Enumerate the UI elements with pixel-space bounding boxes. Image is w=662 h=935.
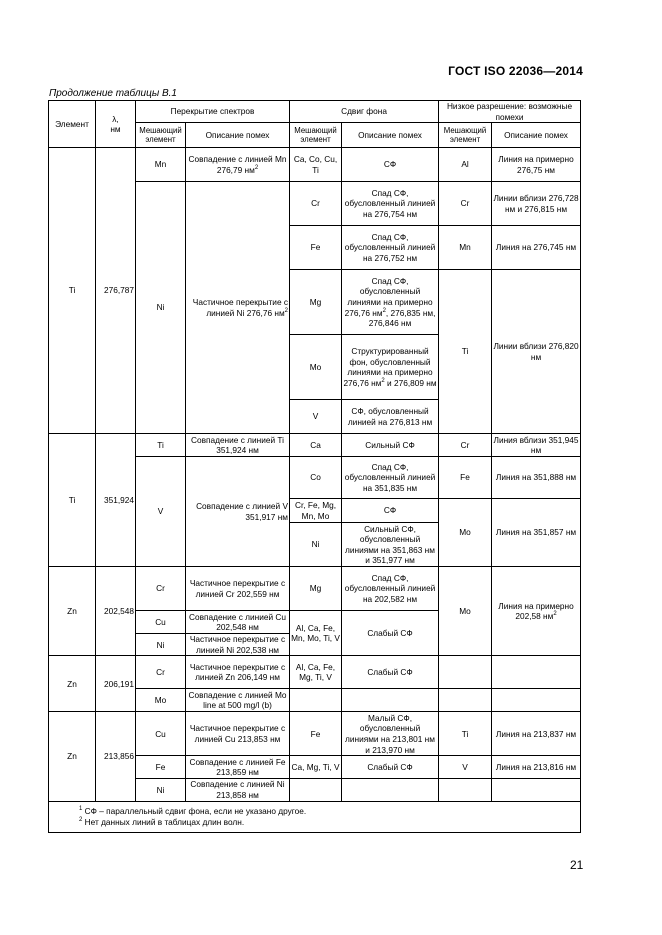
- page-number: 21: [570, 858, 584, 872]
- cell-ov-desc: Совпадение с линией Mo line at 500 mg/l (b): [186, 689, 290, 712]
- cell-lambda: 202,548: [96, 567, 136, 656]
- table-row: [49, 434, 581, 457]
- cell-ov-el: Ni: [136, 779, 186, 801]
- col-lr-interfering: Мешающий элемент: [439, 123, 492, 148]
- cell-lr-desc: Линия на 213,816 нм: [492, 756, 581, 779]
- col-ov-interfering: Мешающий элемент: [136, 123, 186, 148]
- cell-lr-desc: Линия на 276,745 нм: [492, 226, 581, 270]
- cell-sh-el: Fe: [290, 712, 342, 756]
- cell-lambda: 276,787: [96, 148, 136, 434]
- cell-ov-desc: Совпадение с линией Ti 351,924 нм: [186, 434, 290, 457]
- cell-ov-desc: Совпадение с линией V 351,917 нм: [186, 457, 290, 567]
- cell-sh-desc: Малый СФ, обусловленный линиями на 213,801 нм и 213,970 нм: [342, 712, 439, 756]
- cell-lr-desc: Линия на 351,857 нм: [492, 499, 581, 567]
- col-lambda: λ, нм: [96, 101, 136, 148]
- cell-lambda: 206,191: [96, 656, 136, 712]
- cell-sh-desc: СФ: [342, 499, 439, 523]
- col-ov-desc: Описание помех: [186, 123, 290, 148]
- cell-lr-el: Fe: [439, 457, 492, 499]
- cell-lr-el: Mn: [439, 226, 492, 270]
- cell-element: Ti: [49, 148, 96, 434]
- cell-sh-el: Mo: [290, 335, 342, 400]
- cell-ov-desc: Частичное перекрытие с линией Zn 206,149 нм: [186, 656, 290, 689]
- cell-lr-el: Mo: [439, 567, 492, 656]
- standard-header: ГОСТ ISO 22036—2014: [448, 64, 583, 78]
- cell-sh-el: Ca, Mg, Ti, V: [290, 756, 342, 779]
- cell-lr-desc: Линия вблизи 351,945 нм: [492, 434, 581, 457]
- cell-sh-desc: Слабый СФ: [342, 611, 439, 656]
- cell-lr-desc: [492, 689, 581, 712]
- cell-ov-desc: Совпадение с линией Mn 276,79 $нм^2$: [186, 148, 290, 182]
- cell-ov-desc: Совпадение с линией Cu 202,548 нм: [186, 611, 290, 634]
- col-overlap: Перекрытие спектров: [136, 101, 290, 123]
- cell-lr-el: Mo: [439, 499, 492, 567]
- cell-lr-el: Cr: [439, 182, 492, 226]
- cell-lr-desc: Линия на 213,837 нм: [492, 712, 581, 756]
- footnotes-row: [49, 801, 581, 832]
- cell-sh-desc: Слабый СФ: [342, 756, 439, 779]
- cell-ov-desc: Частичное перекрытие с линией Ni 202,538 нм: [186, 634, 290, 656]
- cell-sh-desc: Спад СФ, обусловленный линией на 276,752 нм: [342, 226, 439, 270]
- cell-sh-desc: Спад СФ, обусловленный линией на 202,582 нм: [342, 567, 439, 611]
- cell-ov-el: Cr: [136, 567, 186, 611]
- cell-lr-desc: [492, 656, 581, 689]
- cell-element: Ti: [49, 434, 96, 567]
- cell-sh-el: [290, 779, 342, 801]
- cell-lr-desc: Линии вблизи 276,820 нм: [492, 270, 581, 434]
- cell-lr-el: Ti: [439, 712, 492, 756]
- cell-sh-desc: СФ, обусловленный линией на 276,813 нм: [342, 400, 439, 434]
- table-row: [49, 656, 581, 689]
- cell-sh-el: Co: [290, 457, 342, 499]
- cell-sh-el: Mg: [290, 270, 342, 335]
- cell-lr-el: [439, 656, 492, 689]
- interference-table: [48, 100, 581, 833]
- cell-sh-desc: Спад СФ, обусловленный линией на 276,754 нм: [342, 182, 439, 226]
- cell-ov-desc: Совпадение с линией Ni 213,858 нм: [186, 779, 290, 801]
- cell-sh-el: [290, 689, 342, 712]
- cell-ov-desc: Частичное перекрытие с линией Cr 202,559 нм: [186, 567, 290, 611]
- cell-ov-el: Mn: [136, 148, 186, 182]
- cell-sh-desc: Спад СФ, обусловленный линией на 351,835 нм: [342, 457, 439, 499]
- cell-lr-el: Cr: [439, 434, 492, 457]
- table-row: [49, 712, 581, 756]
- cell-ov-el: Mo: [136, 689, 186, 712]
- footnote-2: $^2$ Нет данных линий в таблицах длин волн.: [79, 817, 245, 828]
- cell-lr-desc: [492, 779, 581, 801]
- cell-sh-el: V: [290, 400, 342, 434]
- cell-sh-desc: Сильный СФ: [342, 434, 439, 457]
- cell-sh-el: Ni: [290, 523, 342, 567]
- cell-ov-desc: Частичное перекрытие с линией Ni 276,76 $нм^2$: [186, 182, 290, 434]
- cell-ov-desc: Совпадение с линией Fe 213,859 нм: [186, 756, 290, 779]
- cell-sh-el: Ca, Co, Cu, Ti: [290, 148, 342, 182]
- cell-lr-el: [439, 779, 492, 801]
- table-row: [49, 148, 581, 182]
- cell-sh-desc: Спад СФ, обусловленный линиями на примерно 276,76 $нм^2$, 276,835 нм, 276,846 нм: [342, 270, 439, 335]
- cell-element: Zn: [49, 712, 96, 801]
- cell-element: Zn: [49, 656, 96, 712]
- col-lowres: Низкое разрешение: возможные помехи: [439, 101, 581, 123]
- col-element: Элемент: [49, 101, 96, 148]
- cell-sh-desc: Структурированный фон, обусловленный линиями на примерно 276,76 $нм^2$ и 276,809 нм: [342, 335, 439, 400]
- cell-sh-desc: Сильный СФ, обусловленный линиями на 351,863 нм и 351,977 нм: [342, 523, 439, 567]
- cell-sh-el: Al, Ca, Fe, Mn, Mo, Ti, V: [290, 611, 342, 656]
- col-sh-interfering: Мешающий элемент: [290, 123, 342, 148]
- cell-ov-el: Ni: [136, 182, 186, 434]
- cell-lr-el: V: [439, 756, 492, 779]
- cell-ov-el: Fe: [136, 756, 186, 779]
- cell-sh-el: Cr, Fe, Mg, Mn, Mo: [290, 499, 342, 523]
- cell-sh-el: Cr: [290, 182, 342, 226]
- cell-ov-el: Cu: [136, 712, 186, 756]
- cell-lr-el: [439, 689, 492, 712]
- cell-sh-el: Fe: [290, 226, 342, 270]
- cell-element: Zn: [49, 567, 96, 656]
- cell-lambda: 213,856: [96, 712, 136, 801]
- col-sh-desc: Описание помех: [342, 123, 439, 148]
- cell-lr-el: Ti: [439, 270, 492, 434]
- cell-ov-el: Cu: [136, 611, 186, 634]
- cell-sh-desc: [342, 689, 439, 712]
- cell-ov-el: Ni: [136, 634, 186, 656]
- table-row: [49, 567, 581, 611]
- cell-sh-desc: [342, 779, 439, 801]
- cell-sh-desc: СФ: [342, 148, 439, 182]
- cell-lr-desc: Линия на 351,888 нм: [492, 457, 581, 499]
- cell-sh-el: Al, Ca, Fe, Mg, Ti, V: [290, 656, 342, 689]
- cell-sh-el: Mg: [290, 567, 342, 611]
- cell-sh-el: Ca: [290, 434, 342, 457]
- cell-lr-desc: Линии вблизи 276,728 нм и 276,815 нм: [492, 182, 581, 226]
- cell-lr-desc: Линия на примерно 202,58 $нм^2$: [492, 567, 581, 656]
- cell-ov-el: Ti: [136, 434, 186, 457]
- cell-lr-desc: Линия на примерно 276,75 нм: [492, 148, 581, 182]
- footnote-1: $^1$ СФ – параллельный сдвиг фона, если не указано другое.: [79, 805, 307, 816]
- cell-lambda: 351,924: [96, 434, 136, 567]
- cell-lr-el: Al: [439, 148, 492, 182]
- table-caption: Продолжение таблицы В.1: [49, 88, 177, 99]
- cell-ov-el: V: [136, 457, 186, 567]
- col-lr-desc: Описание помех: [492, 123, 581, 148]
- cell-sh-desc: Слабый СФ: [342, 656, 439, 689]
- cell-ov-desc: Частичное перекрытие с линией Cu 213,853 нм: [186, 712, 290, 756]
- col-shift: Сдвиг фона: [290, 101, 439, 123]
- cell-ov-el: Cr: [136, 656, 186, 689]
- footnotes: [49, 801, 581, 832]
